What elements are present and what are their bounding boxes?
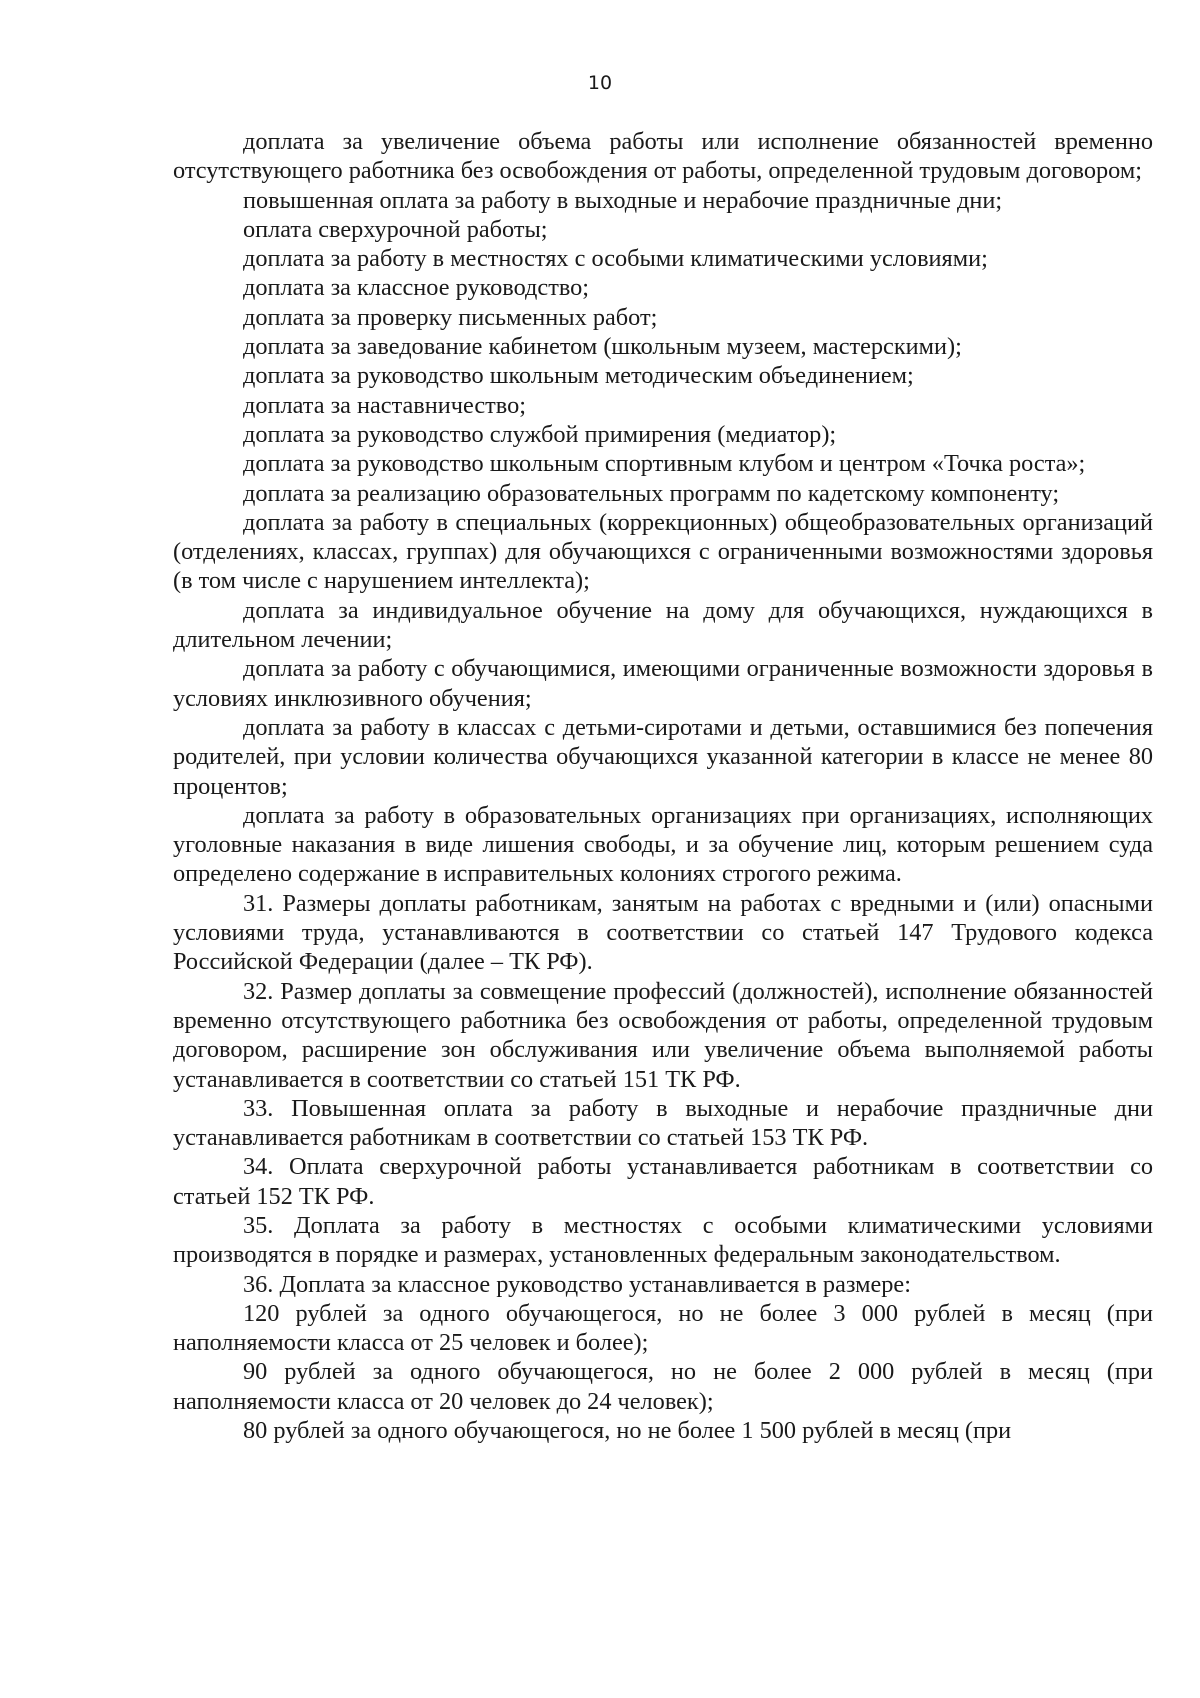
paragraph: 90 рублей за одного обучающегося, но не более 2 000 рублей в месяц (при наполняемости класса от 20 человек до 24 человек); — [173, 1358, 1153, 1415]
paragraph: доплата за увеличение объема работы или исполнение обязанностей временно отсутствующего работника без освобождения от работы, определенной трудовым договором; — [173, 128, 1153, 185]
paragraph: доплата за работу в местностях с особыми климатическими условиями; — [243, 245, 988, 273]
paragraph: доплата за работу с обучающимися, имеющими ограниченные возможности здоровья в условиях инклюзивного обучения; — [173, 655, 1153, 712]
paragraph: доплата за классное руководство; — [243, 274, 590, 302]
paragraph: доплата за работу в специальных (коррекционных) общеобразовательных организаций (отделениях, классах, группах) для обучающихся с ограниченными возможностями здоровья (в том числе с нарушением интеллекта); — [173, 508, 1153, 595]
paragraph: доплата за работу в классах с детьми-сиротами и детьми, оставшимися без попечения родителей, при условии количества обучающихся указанной категории в классе не менее 80 процентов; — [173, 713, 1153, 800]
paragraph: доплата за руководство школьным спортивным клубом и центром «Точка роста»; — [243, 450, 1086, 478]
paragraph: 32. Размер доплаты за совмещение профессий (должностей), исполнение обязанностей временно отсутствующего работника без освобождения от работы, определенной трудовым договором, расширение зон обслуживания или увеличение объема выполняемой работы устанавливается в соответствии со статьей 151 ТК РФ. — [173, 977, 1153, 1093]
paragraph: 31. Размеры доплаты работникам, занятым на работах с вредными и (или) опасными условиями труда, устанавливаются в соответствии со статьей 147 Трудового кодекса Российской Федерации (далее – ТК РФ). — [173, 889, 1153, 976]
paragraph: доплата за руководство службой примирения (медиатор); — [243, 420, 837, 448]
paragraph: оплата сверхурочной работы; — [243, 215, 548, 243]
paragraph: доплата за наставничество; — [243, 391, 526, 419]
paragraph: 36. Доплата за классное руководство устанавливается в размере: — [243, 1270, 911, 1298]
paragraph: доплата за проверку письменных работ; — [243, 303, 658, 331]
page-number: 10 — [587, 72, 613, 94]
paragraph: 33. Повышенная оплата за работу в выходные и нерабочие праздничные дни устанавливается работникам в соответствии со статьей 153 ТК РФ. — [173, 1094, 1153, 1152]
paragraph: 34. Оплата сверхурочной работы устанавливается работникам в соответствии со статьей 152 ТК РФ. — [173, 1153, 1153, 1210]
document-body — [173, 127, 1153, 1445]
paragraph: доплата за реализацию образовательных программ по кадетскому компоненту; — [243, 479, 1060, 507]
paragraph: доплата за индивидуальное обучение на дому для обучающихся, нуждающихся в длительном лечении; — [173, 596, 1153, 654]
paragraph: повышенная оплата за работу в выходные и нерабочие праздничные дни; — [243, 186, 1003, 214]
paragraph: доплата за работу в образовательных организациях при организациях, исполняющих уголовные наказания в виде лишения свободы, и за обучение лиц, которым решением суда определено содержание в исправительных колониях строгого режима. — [173, 801, 1153, 888]
paragraph: доплата за руководство школьным методическим объединением; — [243, 362, 914, 390]
paragraph: 35. Доплата за работу в местностях с особыми климатическими условиями производятся в порядке и размерах, установленных федеральным законодательством. — [173, 1211, 1153, 1269]
paragraph: доплата за заведование кабинетом (школьным музеем, мастерскими); — [243, 333, 962, 361]
paragraph: 80 рублей за одного обучающегося, но не более 1 500 рублей в месяц (при — [243, 1417, 1012, 1445]
paragraph: 120 рублей за одного обучающегося, но не более 3 000 рублей в месяц (при наполняемости класса от 25 человек и более); — [173, 1299, 1153, 1357]
